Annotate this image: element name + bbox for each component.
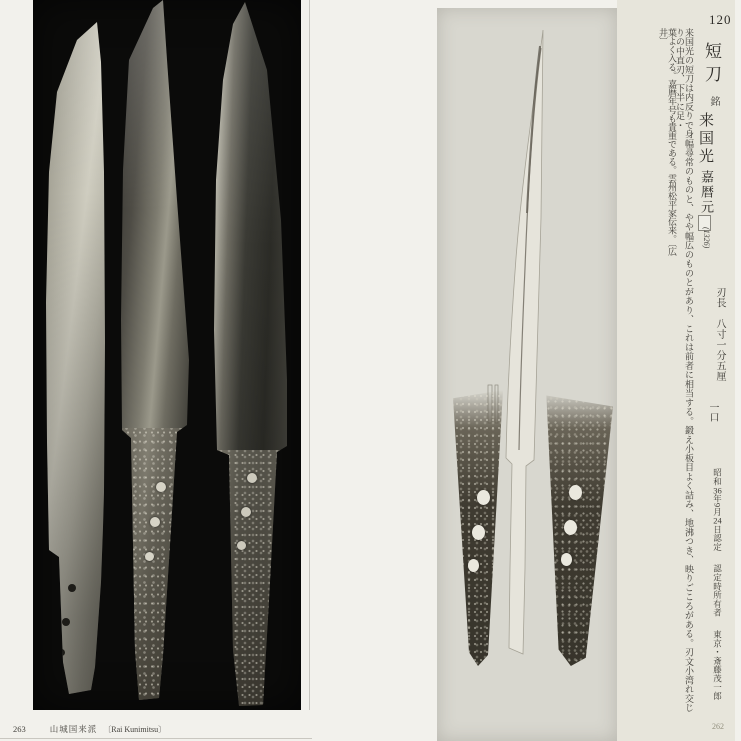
blade-photo-right — [209, 0, 297, 710]
owner-label: 認定時所有者 — [712, 564, 723, 618]
cert-date: 昭和36年9月24日認定 — [712, 468, 723, 552]
mekugi-hole — [247, 473, 257, 483]
mekugi-hole — [68, 584, 76, 592]
catalog-number: 120 — [709, 12, 732, 27]
mekugi-hole — [62, 618, 70, 626]
tang-texture — [119, 428, 199, 702]
footer-title: 山城国来派 — [49, 724, 98, 734]
blade-length: 刃長 八寸一分五厘 — [714, 287, 725, 382]
footer-romaji: 〔Rai Kunimitsu〕 — [103, 725, 167, 734]
left-plate-black-background — [33, 0, 301, 710]
mekugi-hole — [237, 541, 246, 550]
mekugi-hole — [156, 482, 166, 492]
blade-drawing-center — [437, 8, 617, 741]
quantity: 一口 — [707, 402, 718, 422]
mekugi-hole — [561, 553, 572, 566]
page-number-right: 262 — [712, 722, 724, 731]
owner-name: 東京・斎藤茂一郎 — [712, 630, 723, 701]
date-inscription-text: 嘉暦元 — [699, 170, 714, 215]
oshigata-panel — [437, 8, 617, 741]
description-column-1: 来国光の短刀は内反りで身幅尋常のものと、やや幅広のものとがあり、これは前者に相当する。鍛え小板目よく詰み、地沸つき、映りごころがある。刃文小湾れ交じりの中直刃、下半に足・ — [675, 28, 694, 713]
page-gutter-edge — [309, 0, 310, 710]
page-number-left: 263 — [13, 724, 26, 734]
tang-texture — [209, 450, 297, 710]
mekugi-hole — [569, 485, 582, 500]
mekugi-hole — [468, 559, 479, 572]
western-year: (1326) — [702, 227, 711, 249]
mei-label: 銘 — [708, 96, 719, 106]
mekugi-hole — [145, 552, 154, 561]
mekugi-hole — [472, 525, 485, 540]
blade-photo-left — [41, 22, 107, 698]
date-inscription — [698, 170, 714, 231]
mekugi-hole — [241, 507, 251, 517]
certification-column — [713, 468, 722, 700]
description-column-2: 葉よく入る。嘉暦年号も貴重である。雲州松平家伝来。〔広井〕 — [658, 28, 677, 256]
mekugi-hole — [564, 520, 577, 535]
entry-title: 短刀 — [702, 42, 721, 88]
left-page-footer — [13, 723, 166, 735]
bottom-hairline — [0, 738, 312, 739]
mekugi-hole — [58, 649, 65, 656]
mekugi-hole — [150, 517, 160, 527]
smith-signature: 来国光 — [697, 112, 713, 166]
mekugi-hole — [477, 490, 490, 505]
blade-photo-middle — [119, 0, 199, 702]
